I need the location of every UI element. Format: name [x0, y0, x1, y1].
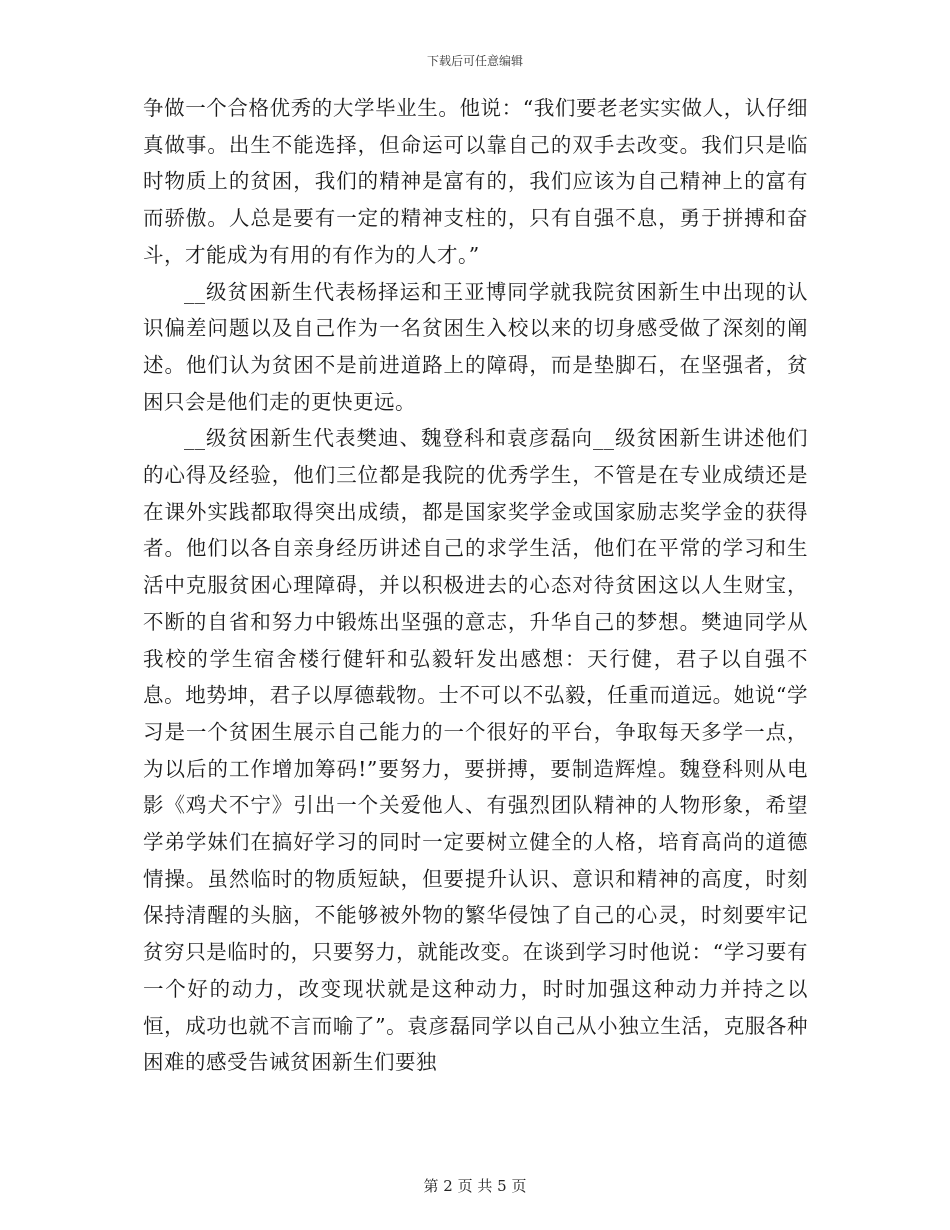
paragraph-continued: 争做一个合格优秀的大学毕业生。他说：“我们要老老实实做人，认仔细真做事。出生不能选择，但命运可以靠自己的双手去改变。我们只是临时物质上的贫困，我们的精神是富有的，我们应该为自己精神上的富有而骄傲。人总是要有一定的精神支柱的，只有自强不息，勇于拼搏和奋斗，才能成为有用的有作为的人才。” [143, 96, 808, 267]
paragraph: __级贫困新生代表樊迪、魏登科和袁彦磊向__级贫困新生讲述他们的心得及经验，他们三位都是我院的优秀学生，不管是在专业成绩还是在课外实践都取得突出成绩，都是国家奖学金或国家励志奖学金的获得者。他们以各自亲身经历讲述自己的求学生活，他们在平常的学习和生活中克服贫困心理障碍，并以积极进去的心态对待贫困这以人生财宝，不断的自省和努力中锻炼出坚强的意志，升华自己的梦想。樊迪同学从我校的学生宿舍楼行健轩和弘毅轩发出感想：天行健，君子以自强不息。地势坤，君子以厚德载物。士不可以不弘毅，任重而道远。她说“学习是一个贫困生展示自己能力的一个很好的平台，争取每天多学一点，为以后的工作增加筹码!”要努力，要拼搏，要制造辉煌。魏登科则从电影《鸡犬不宁》引出一个关爱他人、有强烈团队精神的人物形象，希望学弟学妹们在搞好学习的同时一定要树立健全的人格，培育高尚的道德情操。虽然临时的物质短缺，但要提升认识、意识和精神的高度，时刻保持清醒的头脑，不能够被外物的繁华侵蚀了自己的心灵，时刻要牢记贫穷只是临时的，只要努力，就能改变。在谈到学习时他说：“学习要有一个好的动力，改变现状就是这种动力，时时加强这种动力并持之以恒，成功也就不言而喻了”。袁彦磊同学以自己从小独立生活，克服各种困难的感受告诫贫困新生们要独 [143, 426, 808, 1075]
document-body [143, 90, 808, 1081]
page-header: 下载后可任意编辑 [426, 54, 523, 68]
paragraph: __级贫困新生代表杨择运和王亚博同学就我院贫困新生中出现的认识偏差问题以及自己作为一名贫困生入校以来的切身感受做了深刻的阐述。他们认为贫困不是前进道路上的障碍，而是垫脚石，在坚强者，贫困只会是他们走的更快更远。 [143, 279, 808, 414]
page-footer: 第 2 页 共 5 页 [423, 1177, 527, 1195]
